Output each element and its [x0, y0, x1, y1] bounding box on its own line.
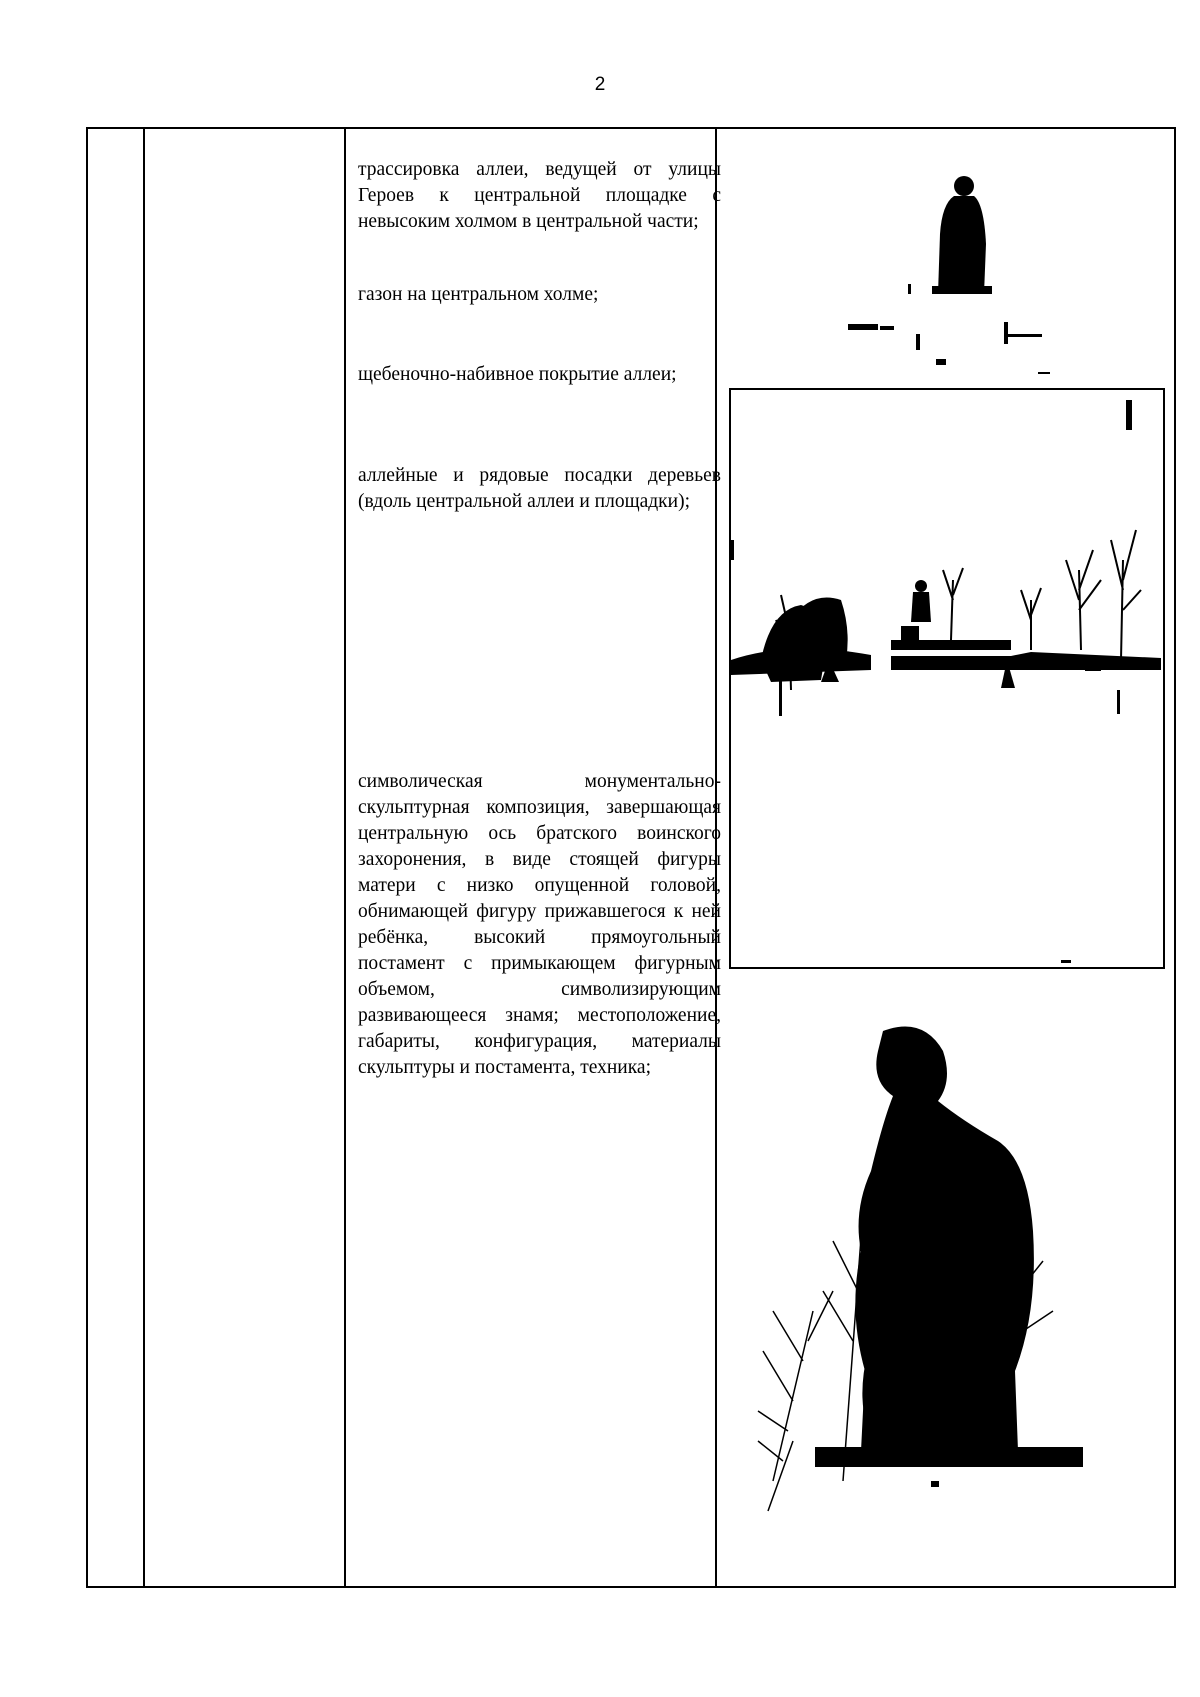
entry-lawn: газон на центральном холме; [358, 284, 599, 305]
photo-sculpture-closeup [753, 1011, 1113, 1531]
column-divider [344, 129, 346, 1586]
entry-alley-layout: трассировка аллеи, ведущей от улицы Героев к центральной площадке с невысоким холмом в центральной части; [358, 159, 721, 232]
alley-winter-image [731, 390, 1163, 967]
column-divider [143, 129, 145, 1586]
page-number: 2 [594, 74, 606, 95]
photo-monument-distant [828, 154, 1068, 374]
monument-distant-image [828, 154, 1068, 374]
entry-sculpture-composition: символическая монументально-скульптурная композиция, завершающая центральную ось братского воинского захоронения, в виде стоящей фигуры матери с низко опущенной головой, обнимающей фигуру прижавшегося к ней ребёнка, высокий прямоугольный постамент с примыкающем фигурным объемом, символизирующим развивающееся знамя; местоположение, габариты, конфигурация, материалы скульптуры и постамента, техника; [358, 771, 721, 1078]
sculpture-closeup-image [753, 1011, 1113, 1531]
entry-gravel-pavement: щебеночно-набивное покрытие аллеи; [358, 364, 677, 385]
photo-alley-winter [729, 388, 1165, 969]
entry-tree-plantings: аллейные и рядовые посадки деревьев (вдоль центральной аллеи и площадки); [358, 465, 721, 512]
heritage-table [86, 127, 1176, 1588]
